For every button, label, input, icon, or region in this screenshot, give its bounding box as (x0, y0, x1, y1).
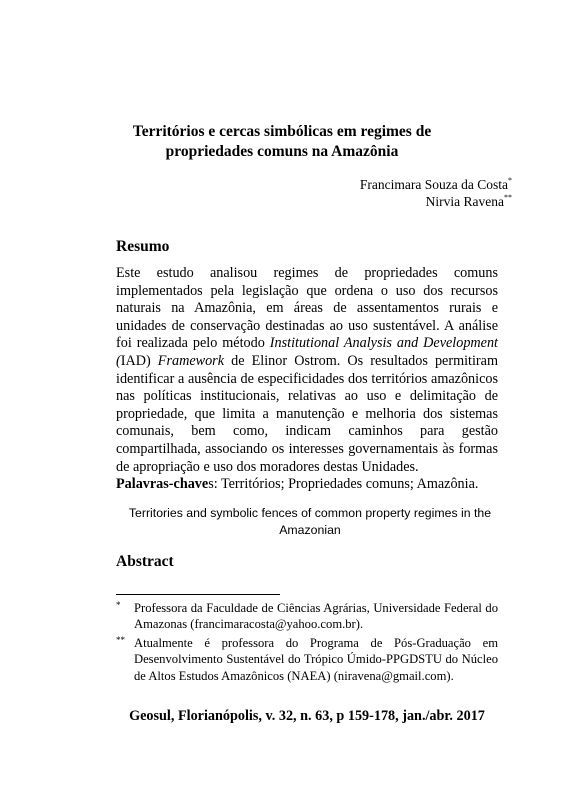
resumo-body (116, 265, 498, 494)
resumo-paragraph (116, 265, 498, 476)
resumo-text-2: IAD) (120, 352, 158, 369)
keywords-text: s: Territórios; Propriedades comuns; Amazônia. (208, 476, 479, 493)
resumo-text-3: de Elinor Ostrom. Os resultados permitiram identificar a ausência de especificidades dos territórios amazônicos nas políticas institucionais, relativas ao uso e delimitação de propriedade, que limita a manutenção e melhoria dos sistemas comunais, bem como, indicam caminhos para gestão compartilhada, associando os interesses governamentais às formas de apropriação e uso dos moradores destas Unidades. (116, 352, 498, 475)
abstract-heading: Abstract (116, 553, 174, 570)
author-1 (360, 176, 512, 193)
resumo-text-1: Este estudo analisou regimes de propriedades comuns implementados pela legislação que ordena o uso dos recursos naturais na Amazônia, em áreas de assentamentos rurais e unidades de conservação destinadas ao uso sustentável. A análise foi realizada pelo método (116, 265, 498, 352)
footnote-1 (116, 600, 498, 633)
footnote-divider (116, 594, 280, 595)
footnotes (116, 600, 498, 686)
keywords-line (116, 476, 498, 494)
journal-citation: Geosul, Florianópolis, v. 32, n. 63, p 159-178, jan./abr. 2017 (129, 708, 485, 724)
resumo-heading: Resumo (116, 238, 170, 255)
footnote-2-text: Atualmente é professora do Programa de Pós-Graduação em Desenvolvimento Sustentável do Trópico Úmido-PPGDSTU do Núcleo de Altos Estudos Amazônicos (NAEA) (niravena@gmail.com). (134, 635, 498, 683)
author-2-name: Nirvia Ravena (425, 194, 504, 209)
title-line-2: propriedades comuns na Amazônia (165, 143, 399, 160)
resumo-italic-2: Framework (157, 352, 224, 369)
footnote-2 (116, 635, 498, 684)
author-2-mark: ** (504, 193, 512, 202)
title-line-1: Territórios e cercas simbólicas em regimes de (132, 123, 432, 140)
english-title: Territories and symbolic fences of common property regimes in the Amazonian (128, 506, 492, 537)
footnote-1-text: Professora da Faculdade de Ciências Agrárias, Universidade Federal do Amazonas (francimaracosta@yahoo.com.br). (134, 601, 498, 632)
footnote-1-mark: * (116, 600, 121, 610)
author-1-name: Francimara Souza da Costa (359, 177, 508, 192)
paper-title (100, 122, 464, 162)
keywords-label: Palavras-chave (116, 476, 209, 493)
author-2 (360, 193, 512, 210)
author-1-mark: * (508, 176, 512, 185)
resumo-italic-1: Institutional Analysis and Development ( (116, 335, 499, 369)
footnote-2-mark: ** (116, 634, 125, 645)
author-list (360, 176, 512, 210)
